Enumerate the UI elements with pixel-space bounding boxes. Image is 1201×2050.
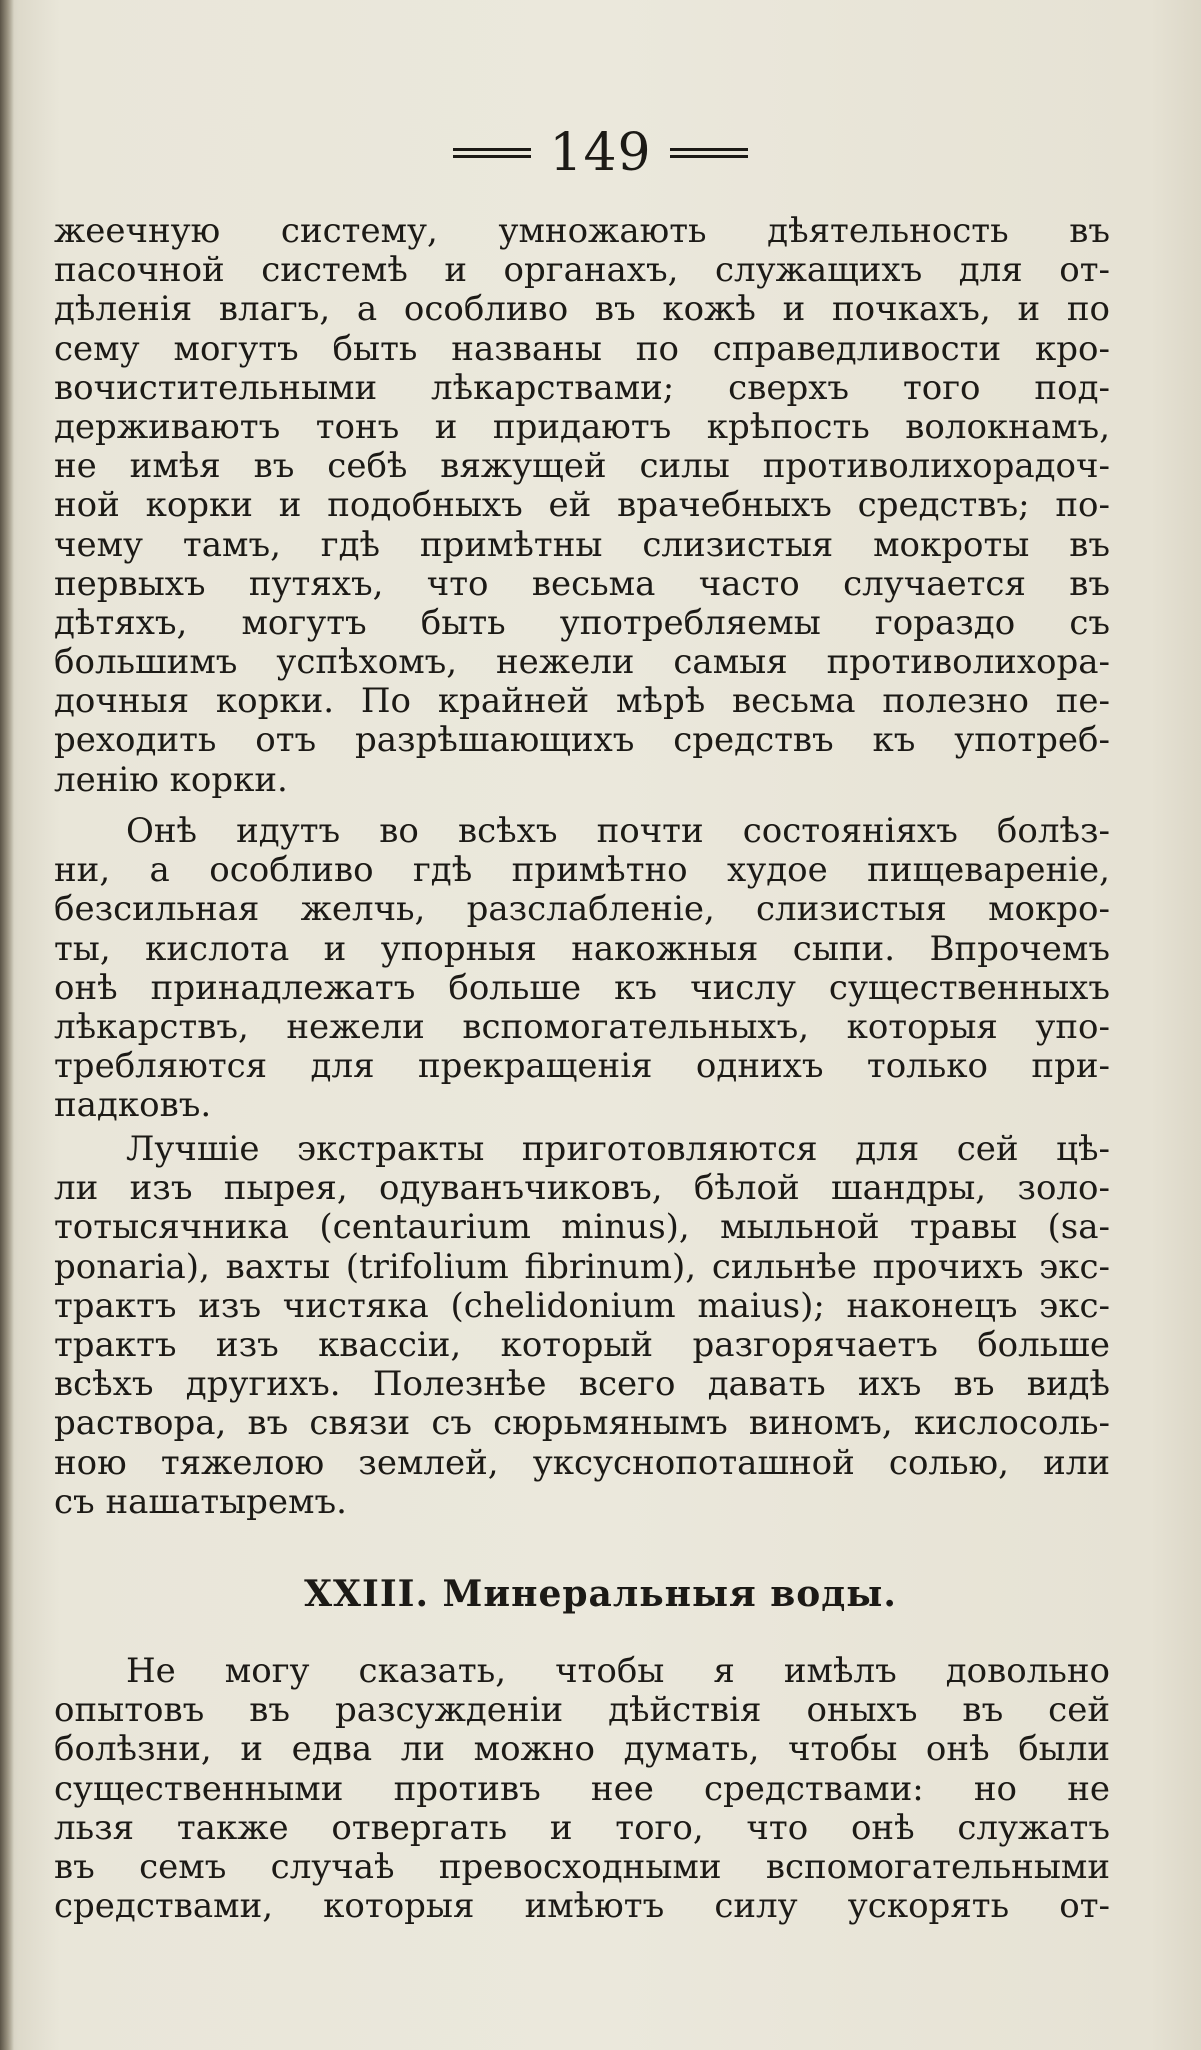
text-line: реходить отъ разрѣшающихъ средствъ къ употреб- — [54, 721, 1110, 761]
text-line: ленію корки. — [54, 760, 288, 800]
text-line: дѣтяхъ, могутъ быть употребляемы гораздо съ — [54, 603, 1110, 643]
page-number: 149 — [549, 123, 652, 183]
text-line: льзя также отвергать и того, что онѣ служатъ — [54, 1808, 1110, 1848]
text-line: пасочной системѣ и органахъ, служащихъ для от- — [54, 251, 1110, 291]
header-rule-left — [453, 148, 531, 158]
text-line: дѣленія влагъ, а особливо въ кожѣ и почкахъ, и по — [54, 290, 1110, 330]
text-line: въ семъ случаѣ превосходными вспомогательными — [54, 1847, 1110, 1887]
text-line: средствами, которыя имѣютъ силу ускорять от- — [54, 1887, 1110, 1927]
text-line: Не могу сказать, чтобы я имѣлъ довольно — [126, 1652, 1110, 1691]
page-gutter — [0, 0, 14, 2050]
text-line: чему тамъ, гдѣ примѣтны слизистыя мокроты въ — [54, 525, 1110, 565]
text-line: Онѣ идутъ во всѣхъ почти состояніяхъ болѣз- — [126, 812, 1110, 851]
text-line: не имѣя въ себѣ вяжущей силы противолихорадоч- — [54, 447, 1110, 487]
text-line: первыхъ путяхъ, что весьма часто случается въ — [54, 564, 1110, 604]
text-line: держиваютъ тонъ и придаютъ крѣпость волокнамъ, — [54, 407, 1110, 447]
paragraph-4 — [54, 1652, 1110, 1926]
text-line: раствора, въ связи съ сюрьмянымъ виномъ, кислосоль- — [54, 1404, 1110, 1444]
text-line: всѣхъ другихъ. Полезнѣе всего давать ихъ въ видѣ — [54, 1365, 1110, 1405]
text-line: дочныя корки. По крайней мѣрѣ весьма полезно пе- — [54, 682, 1110, 722]
text-line: тотысячника (centaurium minus), мыльной травы (sa- — [54, 1208, 1110, 1248]
section-heading: XXIII. Минеральныя воды. — [304, 1573, 897, 1615]
paragraph-1 — [54, 212, 1110, 800]
text-line: ною тяжелою землей, уксуснопоташной солью, или — [54, 1443, 1110, 1483]
page-header — [0, 118, 1201, 188]
text-line: сему могутъ быть названы по справедливости кро- — [54, 329, 1110, 369]
text-line: опытовъ въ разсужденіи дѣйствія оныхъ въ сей — [54, 1691, 1110, 1731]
text-line: жеечную систему, умножають дѣятельность въ — [54, 212, 1110, 251]
text-line: онѣ принадлежатъ больше къ числу существенныхъ — [54, 968, 1110, 1008]
paragraph-3 — [54, 1130, 1110, 1522]
text-line: вочистительными лѣкарствами; сверхъ того под- — [54, 368, 1110, 408]
header-rule-right — [670, 148, 748, 158]
text-line: съ нашатыремъ. — [54, 1482, 347, 1522]
text-line: падковъ. — [54, 1086, 212, 1126]
text-line: ты, кислота и упорныя накожныя сыпи. Впрочемъ — [54, 929, 1110, 969]
text-line: требляются для прекращенія однихъ только при- — [54, 1047, 1110, 1087]
text-line: трактъ изъ квассіи, который разгорячаетъ больше — [54, 1325, 1110, 1365]
text-line: ли изъ пырея, одуванъчиковъ, бѣлой шандры, золо- — [54, 1169, 1110, 1209]
text-line: лѣкарствъ, нежели вспомогательныхъ, которыя упо- — [54, 1007, 1110, 1047]
text-line: безсильная желчь, разслабленіе, слизистыя мокро- — [54, 890, 1110, 930]
text-line: болѣзни, и едва ли можно думать, чтобы онѣ были — [54, 1730, 1110, 1770]
text-line: большимъ успѣхомъ, нежели самыя противолихора- — [54, 643, 1110, 683]
text-line: ни, а особливо гдѣ примѣтно худое пищевареніе, — [54, 851, 1110, 891]
text-line: ponaria), вахты (trifolium fibrinum), сильнѣе прочихъ экс- — [54, 1247, 1110, 1287]
text-line: существенными противъ нее средствами: но не — [54, 1769, 1110, 1809]
text-line: ной корки и подобныхъ ей врачебныхъ средствъ; по- — [54, 486, 1110, 526]
paragraph-2 — [54, 812, 1110, 1126]
text-line: Лучшіе экстракты приготовляются для сей цѣ- — [126, 1130, 1110, 1169]
text-line: трактъ изъ чистяка (chelidonium maius); наконецъ экс- — [54, 1286, 1110, 1326]
